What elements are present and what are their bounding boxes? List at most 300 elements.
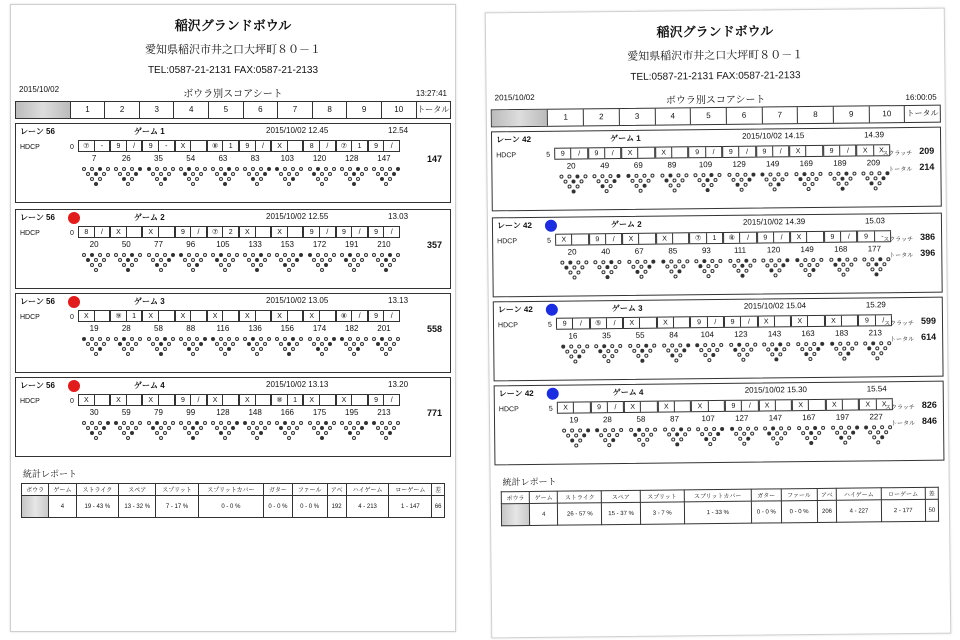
hdcp-label: HDCP <box>498 406 519 414</box>
pinset <box>179 253 203 273</box>
pin <box>651 260 655 264</box>
pin <box>787 426 791 430</box>
ball-mark: X <box>557 403 574 413</box>
pin <box>702 183 706 187</box>
pin <box>98 263 102 267</box>
cumulative-score: 103 <box>280 154 294 163</box>
frame-3 <box>142 140 174 188</box>
pin <box>151 426 155 430</box>
pin <box>807 263 811 267</box>
pin-diagram <box>207 166 239 188</box>
cumulative-score: 28 <box>121 324 131 333</box>
ball-mark: X <box>207 395 224 405</box>
stats-value-cell: 4 <box>49 496 76 518</box>
game-block <box>491 127 942 212</box>
pin <box>698 178 702 182</box>
ball-mark: ⑦ <box>336 141 353 151</box>
pin <box>90 421 94 425</box>
scratch-total: 209 <box>919 145 935 156</box>
pin <box>611 354 615 358</box>
pin-diagram <box>724 342 758 364</box>
pin <box>251 263 255 267</box>
ball-mark: 9 <box>554 149 571 159</box>
pin <box>777 172 781 176</box>
pin <box>215 342 219 346</box>
stats-value-cell: 7 - 17 % <box>156 496 198 518</box>
pin <box>636 344 640 348</box>
ball-mark: X <box>876 399 892 409</box>
ball-mark <box>320 395 336 405</box>
ball-mark: ⑧ <box>336 311 353 321</box>
frame-4 <box>175 140 207 188</box>
pin <box>199 172 203 176</box>
pinset <box>275 167 299 187</box>
pin <box>283 421 287 425</box>
ball-mark: 9 <box>175 227 192 237</box>
stats-title: 統計レポート <box>23 469 78 479</box>
ball-mark: X <box>757 316 774 326</box>
pin <box>255 268 259 272</box>
pin <box>388 337 392 341</box>
frame-9 <box>824 231 858 279</box>
ball-mark: / <box>739 147 755 157</box>
pin <box>340 253 344 257</box>
ball-mark: / <box>876 315 892 325</box>
pinset <box>561 344 585 364</box>
pin <box>122 263 126 267</box>
frame-4 <box>657 316 691 364</box>
stats-header-cell: 差 <box>925 487 938 499</box>
pinset <box>308 421 332 441</box>
frame-4 <box>175 394 207 442</box>
pin <box>195 421 199 425</box>
game-end-time: 13.13 <box>388 296 409 305</box>
pin <box>669 269 673 273</box>
pin <box>633 433 637 437</box>
pin <box>159 268 163 272</box>
scratch-label: スクラッチ <box>884 320 915 328</box>
pin <box>609 174 613 178</box>
pin-diagram <box>239 166 271 188</box>
pin <box>631 265 635 269</box>
ball-mark: / <box>605 148 621 158</box>
frame-1 <box>554 147 588 195</box>
print-time: 16:00:05 <box>905 92 937 103</box>
pin <box>287 258 291 262</box>
frame-6 <box>722 146 756 194</box>
pin <box>732 264 736 268</box>
game-end-time: 15.29 <box>865 300 886 310</box>
pin <box>627 260 631 264</box>
ball-mark: / <box>741 317 757 327</box>
pin <box>664 179 668 183</box>
pinset <box>372 421 396 441</box>
pin <box>783 347 787 351</box>
pin <box>883 346 887 350</box>
pin <box>840 187 844 191</box>
pin <box>167 172 171 176</box>
pin <box>575 184 579 188</box>
pin <box>86 342 90 346</box>
pin <box>191 426 195 430</box>
pin <box>600 433 604 437</box>
frame-3 <box>142 394 174 442</box>
pinset <box>862 257 886 277</box>
alley-name: 稲沢グランドボウル <box>656 23 774 40</box>
pin <box>90 347 94 351</box>
hdcp-value: 0 <box>70 230 74 237</box>
stats-value-cell: 50 <box>925 499 938 521</box>
pin <box>320 182 324 186</box>
stats-value-cell: 66 <box>432 496 445 518</box>
pin <box>219 263 223 267</box>
pin <box>251 167 255 171</box>
pin <box>235 337 239 341</box>
frame-balls <box>207 226 239 238</box>
frame-header-9: 9 <box>834 106 870 122</box>
pin <box>801 431 805 435</box>
ball-mark: X <box>110 395 127 405</box>
pin <box>728 259 732 263</box>
pin <box>770 268 774 272</box>
ball-mark <box>807 146 823 156</box>
pin <box>684 173 688 177</box>
pin <box>601 174 605 178</box>
pin <box>384 342 388 346</box>
pin <box>863 341 867 345</box>
pin <box>878 257 882 261</box>
frame-balls <box>303 310 335 322</box>
pin <box>772 436 776 440</box>
pin <box>388 347 392 351</box>
pin <box>568 271 572 275</box>
pin <box>616 433 620 437</box>
frame-6 <box>723 232 757 280</box>
pin <box>384 268 388 272</box>
pin-diagram <box>110 336 142 358</box>
pin <box>595 428 599 432</box>
ball-mark: X <box>239 395 256 405</box>
cumulative-score: 63 <box>218 154 228 163</box>
pin <box>187 431 191 435</box>
pin <box>868 430 872 434</box>
frame-2 <box>588 147 622 195</box>
pin <box>287 172 291 176</box>
cumulative-score: 35 <box>154 154 163 163</box>
frame-balls <box>825 315 859 327</box>
pin <box>356 337 360 341</box>
pin <box>637 438 641 442</box>
pin <box>844 182 848 186</box>
pin <box>642 174 646 178</box>
pin <box>571 189 575 193</box>
frame-9 <box>336 140 368 188</box>
frame-balls <box>303 140 335 152</box>
cumulative-score: 182 <box>345 324 359 333</box>
frame-6 <box>239 226 271 274</box>
frame-9 <box>826 399 860 447</box>
pin <box>388 177 392 181</box>
frame-header-2: 2 <box>105 102 140 118</box>
pin <box>126 436 130 440</box>
frame-6 <box>724 316 758 364</box>
pin-diagram <box>858 256 892 278</box>
pinset <box>696 427 720 447</box>
pin-diagram <box>303 252 335 274</box>
cumulative-score: 172 <box>312 240 327 249</box>
pin <box>396 167 400 171</box>
pinset <box>862 171 886 191</box>
pin <box>291 431 295 435</box>
pin <box>130 263 134 267</box>
stats-value-cell: 13 - 32 % <box>119 496 156 518</box>
pin <box>380 263 384 267</box>
game-block <box>493 297 944 382</box>
frame-balls <box>791 315 825 327</box>
pin <box>634 174 638 178</box>
ball-mark: ⑤ <box>590 318 607 328</box>
pin <box>785 172 789 176</box>
alley-address: 愛知県稲沢市井之口大坪町８０－１ <box>627 49 804 63</box>
ball-mark: / <box>320 227 336 237</box>
pin <box>191 258 195 262</box>
hdcp-label: HDCP <box>496 152 517 160</box>
pin <box>675 442 679 446</box>
pin <box>356 421 360 425</box>
pin <box>872 425 876 429</box>
pin <box>126 172 130 176</box>
pin <box>779 426 783 430</box>
ball-mark <box>775 316 791 326</box>
pin-diagram <box>624 427 658 449</box>
pin <box>219 253 223 257</box>
pin <box>850 347 854 351</box>
pin <box>855 426 859 430</box>
pin <box>380 431 384 435</box>
pin-diagram <box>725 426 759 448</box>
cumulative-score: 107 <box>701 414 715 424</box>
stats-title: 統計レポート <box>502 476 557 488</box>
pin-diagram <box>271 252 303 274</box>
pin <box>191 268 195 272</box>
ball-mark <box>574 402 590 412</box>
pinset <box>559 174 583 194</box>
pin <box>603 344 607 348</box>
pin <box>255 436 259 440</box>
pin-diagram <box>826 425 860 447</box>
pin <box>392 426 396 430</box>
pin <box>836 182 840 186</box>
pin <box>676 173 680 177</box>
pin <box>259 421 263 425</box>
pin <box>643 270 647 274</box>
ball-mark: 9 <box>110 141 127 151</box>
frame-balls <box>368 226 400 238</box>
ball-mark: ⑦ <box>689 233 706 243</box>
pin <box>708 442 712 446</box>
pin <box>163 337 167 341</box>
cumulative-score: 104 <box>700 330 715 340</box>
pinset <box>695 259 719 279</box>
pin <box>211 167 215 171</box>
pin <box>598 265 602 269</box>
pin <box>231 258 235 262</box>
pin <box>677 259 681 263</box>
pin <box>291 167 295 171</box>
pin <box>179 421 183 425</box>
cumulative-score: 201 <box>377 324 391 333</box>
pin <box>560 261 564 265</box>
pin <box>348 253 352 257</box>
ball-mark <box>256 311 272 321</box>
ball-mark <box>572 234 588 244</box>
pin-diagram <box>689 172 723 194</box>
pin <box>134 426 138 430</box>
stats-table <box>21 483 445 518</box>
frame-1 <box>78 394 110 442</box>
pin <box>356 167 360 171</box>
frame-7 <box>271 394 303 442</box>
print-time: 13:27:41 <box>415 89 447 98</box>
game-end-time: 14.39 <box>863 130 885 140</box>
pinset <box>211 167 235 187</box>
pin <box>295 172 299 176</box>
pin <box>780 436 784 440</box>
pin <box>372 253 376 257</box>
pinset <box>82 167 106 187</box>
pin <box>578 428 582 432</box>
game-start-time: 2015/10/02 15.04 <box>743 301 807 311</box>
ball-mark: 9 <box>757 232 774 242</box>
cumulative-score: 16 <box>568 331 578 341</box>
stats-value-cell: 0 - 0 % <box>198 496 263 518</box>
stats-value-cell: 192 <box>327 496 346 518</box>
pinset <box>629 428 653 448</box>
cumulative-score: 195 <box>345 408 359 417</box>
pin <box>163 253 167 257</box>
pin <box>775 357 779 361</box>
pin-diagram <box>239 420 271 442</box>
ball-mark: X <box>142 395 159 405</box>
pin <box>702 173 706 177</box>
pin <box>866 176 870 180</box>
pin <box>710 183 714 187</box>
cumulative-score: 19 <box>569 415 579 425</box>
pin <box>118 172 122 176</box>
frame-balls <box>554 147 588 159</box>
pin <box>735 173 739 177</box>
frame-6 <box>725 400 759 448</box>
ball-mark <box>639 148 655 158</box>
pin <box>579 179 583 183</box>
pin <box>360 258 364 262</box>
pin <box>187 253 191 257</box>
pin <box>279 172 283 176</box>
frame-9 <box>336 226 368 274</box>
pin <box>750 432 754 436</box>
pin <box>291 263 295 267</box>
pin <box>231 342 235 346</box>
pin <box>704 427 708 431</box>
pin <box>719 259 723 263</box>
pin <box>571 179 575 183</box>
pin <box>320 342 324 346</box>
frames-row <box>555 230 891 282</box>
pin <box>706 188 710 192</box>
pin <box>643 184 647 188</box>
pin <box>380 337 384 341</box>
ball-mark: X <box>175 311 192 321</box>
pin <box>183 258 187 262</box>
pin <box>219 337 223 341</box>
frame-balls <box>621 147 655 159</box>
cumulative-score: 58 <box>636 414 646 424</box>
frame-balls <box>826 399 860 411</box>
pinset <box>372 337 396 357</box>
frame-1 <box>78 226 110 274</box>
pin-diagram <box>623 343 657 365</box>
ball-mark: / <box>191 395 207 405</box>
stats-value-cell: 15 - 37 % <box>602 502 641 524</box>
lane-label: レーン 42 <box>498 388 534 399</box>
ball-mark: 9 <box>175 395 192 405</box>
pin-diagram <box>142 336 174 358</box>
frame-9 <box>336 394 368 442</box>
pin <box>243 253 247 257</box>
pin <box>862 257 866 261</box>
pinset <box>275 337 299 357</box>
pin <box>640 349 644 353</box>
pin <box>328 342 332 346</box>
pin <box>171 167 175 171</box>
pin <box>787 342 791 346</box>
pin-diagram <box>175 336 207 358</box>
pin <box>763 342 767 346</box>
pin <box>645 438 649 442</box>
pin <box>219 347 223 351</box>
pin <box>392 258 396 262</box>
pin <box>636 354 640 358</box>
pin <box>295 426 299 430</box>
pinset <box>595 428 619 448</box>
pin <box>831 426 835 430</box>
pinset <box>595 344 619 364</box>
pin <box>644 354 648 358</box>
pin <box>102 342 106 346</box>
pin <box>372 337 376 341</box>
ball-mark: X <box>859 399 876 409</box>
pinset <box>147 253 171 273</box>
pin <box>279 258 283 262</box>
pin <box>754 427 758 431</box>
pin <box>570 429 574 433</box>
frame-6 <box>239 394 271 442</box>
pin-diagram <box>142 420 174 442</box>
pin <box>617 174 621 178</box>
pin <box>324 421 328 425</box>
pin <box>804 352 808 356</box>
pinset <box>340 421 364 441</box>
pin-diagram <box>175 166 207 188</box>
pin <box>581 349 585 353</box>
ball-mark: ⑧ <box>271 395 288 405</box>
frame-balls <box>175 394 207 406</box>
pin <box>179 253 183 257</box>
frame-header-10: 10 <box>869 106 905 122</box>
pin <box>876 430 880 434</box>
stats-value-cell: 26 - 57 % <box>558 503 602 525</box>
pin <box>665 265 669 269</box>
